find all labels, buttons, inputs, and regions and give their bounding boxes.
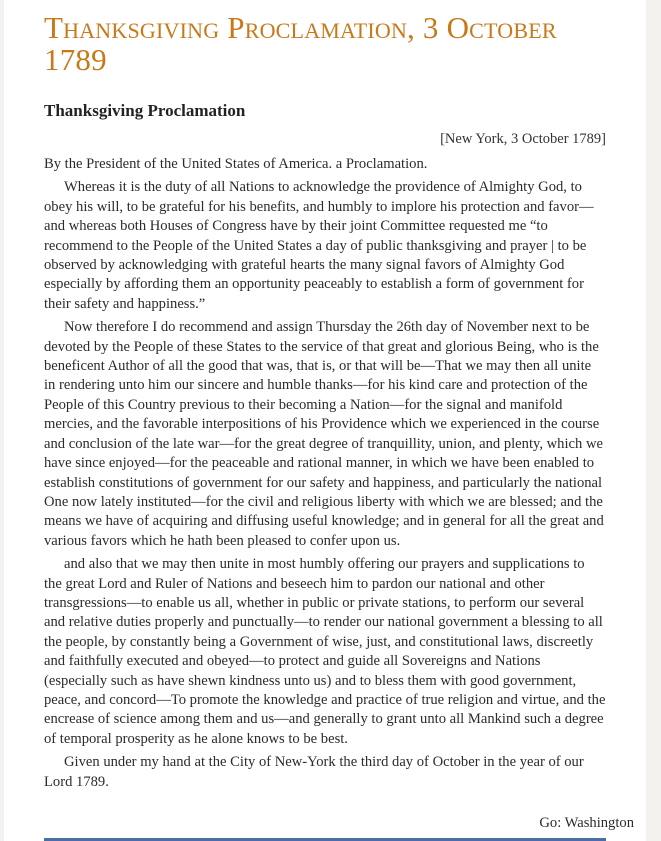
- paragraph: Given under my hand at the City of New-York the third day of October in the year of our Lord 1789.: [44, 754, 584, 790]
- page-margin-right: [646, 0, 661, 841]
- paragraph: Now therefore I do recommend and assign Thursday the 26th day of November next to be devoted by the People of these States to the service of that great and glorious Being, who is the beneficent Author of all the good that was, that is, or that will be—That we may then all unite in rendering unto him our sincere and humble thanks—for his kind care and protection of the People of this Country previous to their becoming a Nation—for the signal and manifold mercies, and the favorable interpositions of his Providence which we experienced in the course and conclusion of the late war—for the great degree of tranquillity, union, and plenty, which we have since enjoyed—for the peaceable and rational manner, in which we have been enabled to establish constitutions of government for our safety and happiness, and particularly the national One now lately instituted—for the civil and religious liberty with which we are blessed; and the means we have of acquiring and diffusing useful knowledge; and in general for all the great and various favors which he hath been pleased to confer upon us.: [44, 319, 604, 549]
- page-margin-left: [0, 0, 4, 841]
- signature: Go: Washington: [539, 815, 634, 831]
- paragraph-opening: By the President of the United States of America. a Proclamation.: [44, 156, 428, 172]
- dateline: [New York, 3 October 1789]: [440, 131, 606, 147]
- page-title: Thanksgiving Proclamation, 3 October 1789: [44, 10, 557, 77]
- paragraph: Whereas it is the duty of all Nations to acknowledge the providence of Almighty God, to obey his will, to be grateful for his benefits, and humbly to implore his protection and favor—and whereas both Houses of Congress have by their joint Committee requested me “to recommend to the People of the United States a day of public thanksgiving and prayer | to be observed by acknowledging with grateful hearts the many signal favors of Almighty God especially by affording them an opportunity peaceably to establish a form of government for their safety and happiness.”: [44, 179, 594, 312]
- proclamation-body: [44, 155, 606, 796]
- paragraph: and also that we may then unite in most humbly offering our prayers and supplications to the great Lord and Ruler of Nations and beseech him to pardon our national and other transgressions—to enable us all, whether in public or private stations, to perform our several and relative duties properly and punctually—to render our national government a blessing to all the people, by constantly being a Government of wise, just, and constitutional laws, discreetly and faithfully executed and obeyed—to protect and guide all Sovereigns and Nations (especially such as have shewn kindness unto us) and to bless them with good government, peace, and concord—To promote the knowledge and practice of true religion and virtue, and the encrease of science among them and us—and generally to grant unto all Mankind such a degree of temporal prosperity as he alone knows to be best.: [44, 556, 606, 747]
- document-subtitle: Thanksgiving Proclamation: [44, 101, 246, 120]
